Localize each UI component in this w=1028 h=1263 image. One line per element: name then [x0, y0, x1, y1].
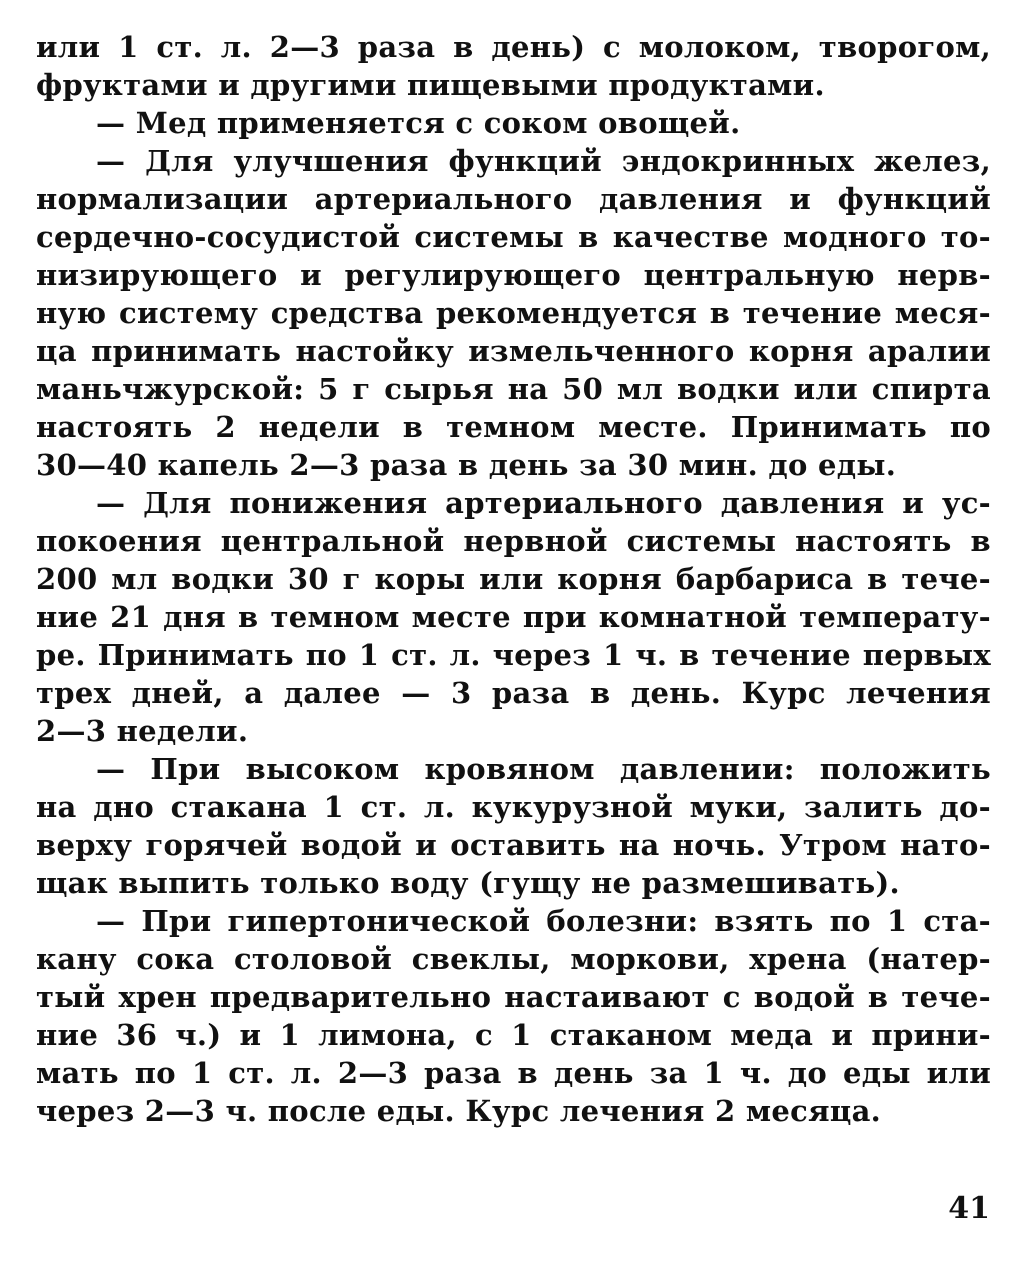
- text-line: — Для улучшения функций эндокринных желез,: [96, 144, 991, 178]
- text-line: трех дней, а далее — 3 раза в день. Курс лечения: [36, 676, 991, 710]
- text-line: нормализации артериального давления и функций: [36, 182, 991, 216]
- text-line: покоения центральной нервной системы настоять в: [36, 524, 991, 558]
- text-line: ние 21 дня в темном месте при комнатной температу-: [36, 600, 991, 634]
- text-line: ную систему средства рекомендуется в течение меся-: [36, 296, 991, 330]
- text-line: мать по 1 ст. л. 2—3 раза в день за 1 ч. до еды или: [36, 1056, 991, 1090]
- text-line: 30—40 капель 2—3 раза в день за 30 мин. до еды.: [36, 448, 897, 482]
- paragraph-hypertension-juice-mix: [36, 902, 991, 1130]
- text-line: через 2—3 ч. после еды. Курс лечения 2 месяца.: [36, 1094, 882, 1128]
- text-line: щак выпить только воду (гущу не размешивать).: [36, 866, 900, 900]
- text-line: ре. Принимать по 1 ст. л. через 1 ч. в течение первых: [36, 638, 991, 672]
- text-line: — При высоком кровяном давлении: положить: [96, 752, 991, 786]
- text-line: низирующего и регулирующего центральную нерв-: [36, 258, 991, 292]
- text-line: — Мед применяется с соком овощей.: [96, 106, 741, 140]
- text-line: на дно стакана 1 ст. л. кукурузной муки, залить до-: [36, 790, 991, 824]
- text-line: сердечно-сосудистой системы в качестве модного то-: [36, 220, 991, 254]
- text-line: ние 36 ч.) и 1 лимона, с 1 стаканом меда и прини-: [36, 1018, 991, 1052]
- paragraph-continuation: [36, 28, 991, 104]
- text-line: настоять 2 недели в темном месте. Принимать по: [36, 410, 991, 444]
- text-line: маньчжурской: 5 г сырья на 50 мл водки или спирта: [36, 372, 991, 406]
- page-body: [36, 28, 991, 1130]
- page-number: 41: [948, 1191, 990, 1226]
- text-line: — Для понижения артериального давления и ус-: [96, 486, 991, 520]
- text-line: или 1 ст. л. 2—3 раза в день) с молоком, творогом,: [36, 30, 991, 64]
- text-line: тый хрен предварительно настаивают с водой в тече-: [36, 980, 991, 1014]
- text-line: — При гипертонической болезни: взять по 1 ста-: [96, 904, 991, 938]
- text-line: верху горячей водой и оставить на ночь. Утром нато-: [36, 828, 991, 862]
- text-line: 2—3 недели.: [36, 714, 249, 748]
- text-line: ца принимать настойку измельченного корня аралии: [36, 334, 991, 368]
- paragraph-barberry-tincture: [36, 484, 991, 750]
- paragraph-honey-vegetable-juice: [36, 104, 991, 142]
- text-line: фруктами и другими пищевыми продуктами.: [36, 68, 825, 102]
- paragraph-aralia-tincture: [36, 142, 991, 484]
- text-line: 200 мл водки 30 г коры или корня барбариса в тече-: [36, 562, 991, 596]
- text-line: кану сока столовой свеклы, моркови, хрена (натер-: [36, 942, 991, 976]
- paragraph-corn-flour-water: [36, 750, 991, 902]
